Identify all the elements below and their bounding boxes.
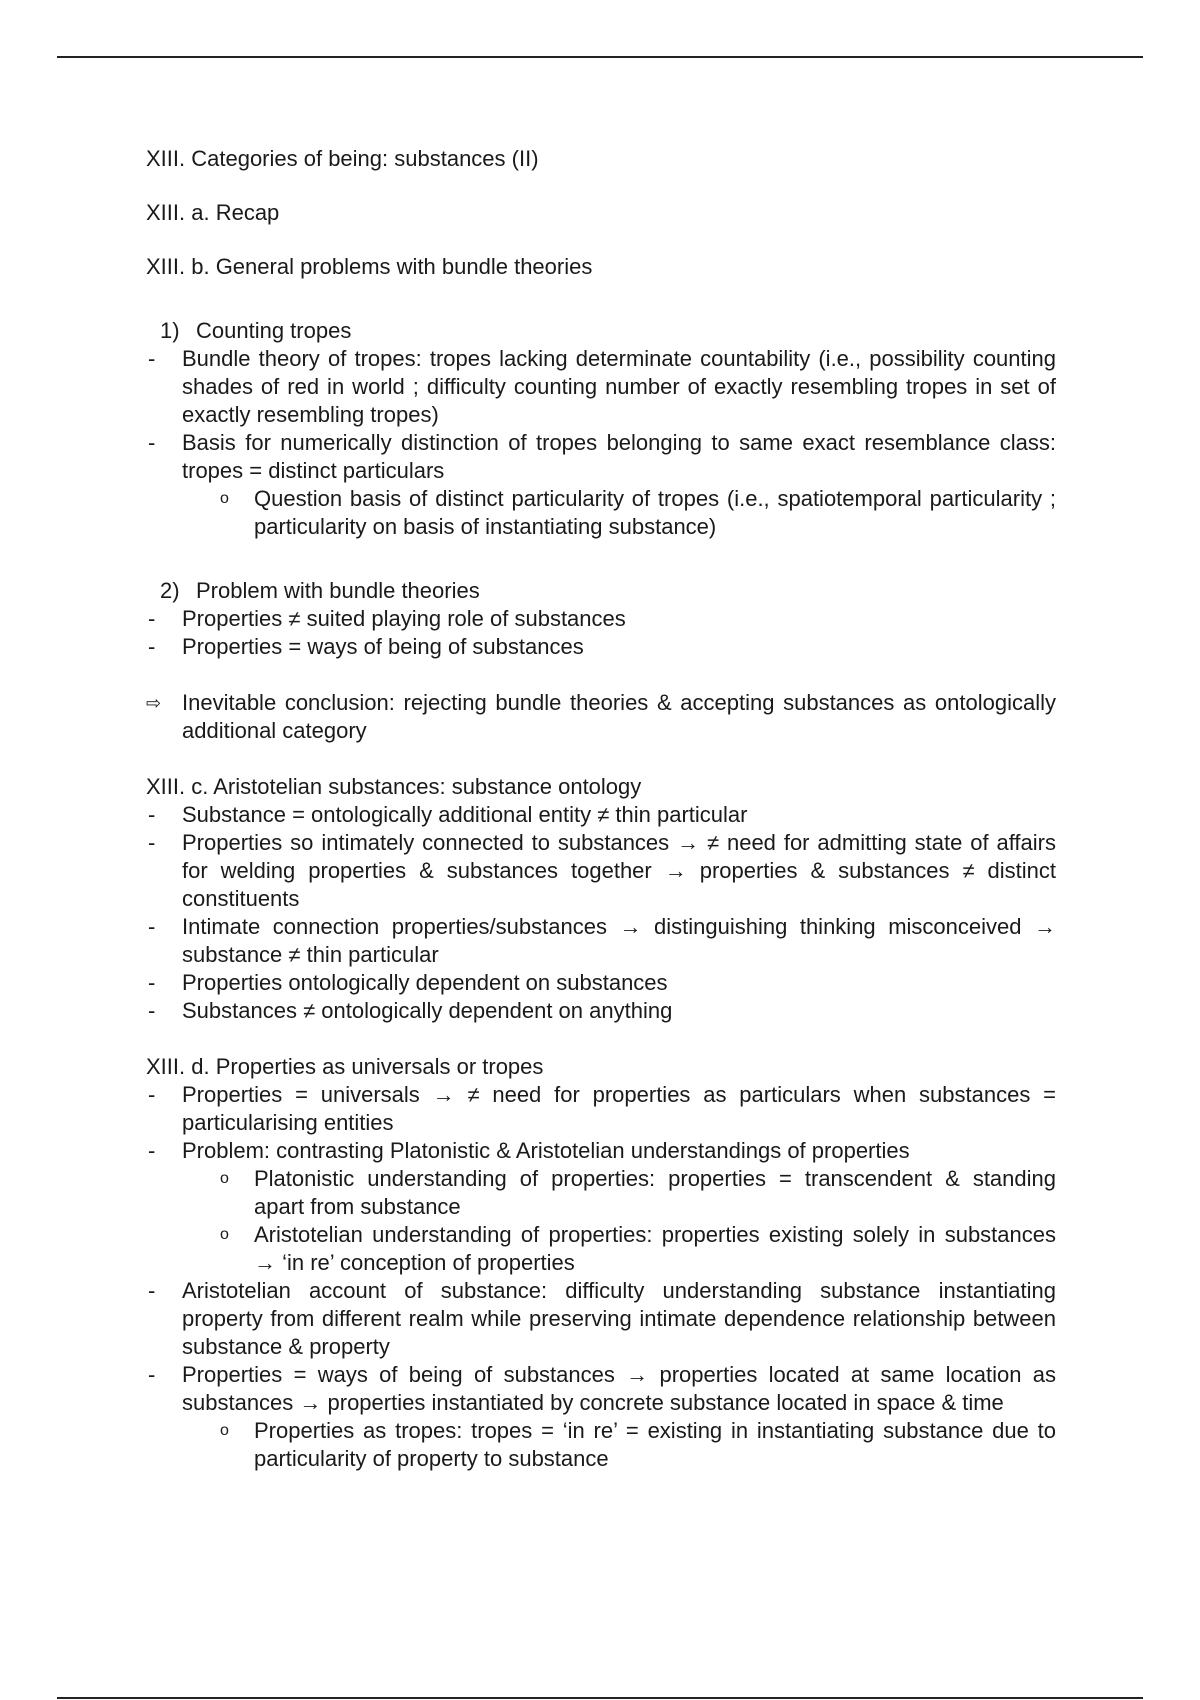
conclusion: ⇨ Inevitable conclusion: rejecting bundle theories & accepting substances as ontologically additional category <box>146 690 1056 743</box>
bullet-item: - Properties = ways of being of substances <box>148 634 584 659</box>
sub-bullet-item: o Properties as tropes: tropes = ‘in re’ = existing in instantiating substance due to particularity of property to substance <box>220 1418 1056 1471</box>
bullet-item: - Intimate connection properties/substances → distinguishing thinking misconceived → substance ≠ thin particular <box>148 914 1056 967</box>
circle-marker: o <box>220 1170 229 1187</box>
bullet-item: - Properties so intimately connected to substances → ≠ need for admitting state of affairs for welding properties & substances together → properties & substances ≠ distinct constituents <box>148 830 1056 911</box>
dash-marker: - <box>148 998 156 1023</box>
numbered-item-2: 2) Problem with bundle theories <box>160 578 480 603</box>
bullet-item: - Properties = ways of being of substances → properties located at same location as substances → properties instantiated by concrete substance located in space & time <box>148 1362 1056 1415</box>
dash-marker: - <box>148 606 156 631</box>
dash-marker: - <box>148 1138 156 1163</box>
circle-marker: o <box>220 490 229 507</box>
document-body <box>146 145 1056 1473</box>
dash-marker: - <box>148 634 156 659</box>
dash-marker: - <box>148 802 156 827</box>
page-title: XIII. Categories of being: substances (II) <box>146 146 539 171</box>
bullet-item: - Properties ontologically dependent on substances <box>148 970 668 995</box>
dash-marker: - <box>148 1278 156 1303</box>
dash-marker: - <box>148 914 156 939</box>
arrow-icon: ⇨ <box>146 693 162 713</box>
circle-marker: o <box>220 1226 229 1243</box>
bullet-item: - Problem: contrasting Platonistic & Aristotelian understandings of properties <box>148 1138 910 1163</box>
dash-marker: - <box>148 1362 156 1387</box>
bullet-item: - Basis for numerically distinction of tropes belonging to same exact resemblance class: tropes = distinct particulars <box>148 430 1056 483</box>
heading-section-d: XIII. d. Properties as universals or tropes <box>146 1054 544 1079</box>
bullet-item: - Properties ≠ suited playing role of substances <box>148 606 626 631</box>
bullet-item: - Properties = universals → ≠ need for properties as particulars when substances = particularising entities <box>148 1082 1056 1135</box>
heading-section-b: XIII. b. General problems with bundle theories <box>146 254 593 279</box>
dash-marker: - <box>148 970 156 995</box>
top-rule <box>57 56 1143 58</box>
numbered-item-1: 1) Counting tropes <box>160 318 352 343</box>
dash-marker: - <box>148 1082 156 1107</box>
sub-bullet-item: o Aristotelian understanding of properties: properties existing solely in substances → ‘in re’ conception of properties <box>220 1222 1056 1275</box>
sub-bullet-item: o Question basis of distinct particularity of tropes (i.e., spatiotemporal particularity ; particularity on basis of instantiating substance) <box>220 486 1056 539</box>
bullet-item: - Bundle theory of tropes: tropes lacking determinate countability (i.e., possibility counting shades of red in world ; difficulty counting number of exactly resembling tropes in set of exactly resembling tropes) <box>148 346 1056 427</box>
bullet-item: - Substances ≠ ontologically dependent on anything <box>148 998 673 1023</box>
bottom-rule <box>57 1697 1143 1699</box>
bullet-item: - Substance = ontologically additional entity ≠ thin particular <box>148 802 748 827</box>
heading-section-c: XIII. c. Aristotelian substances: substance ontology <box>146 774 642 799</box>
bullet-item: - Aristotelian account of substance: difficulty understanding substance instantiating property from different realm while preserving intimate dependence relationship between substance & property <box>148 1278 1056 1359</box>
dash-marker: - <box>148 430 156 455</box>
sub-bullet-item: o Platonistic understanding of properties: properties = transcendent & standing apart from substance <box>220 1166 1056 1219</box>
dash-marker: - <box>148 830 156 855</box>
heading-recap: XIII. a. Recap <box>146 200 280 225</box>
dash-marker: - <box>148 346 156 371</box>
circle-marker: o <box>220 1422 229 1439</box>
